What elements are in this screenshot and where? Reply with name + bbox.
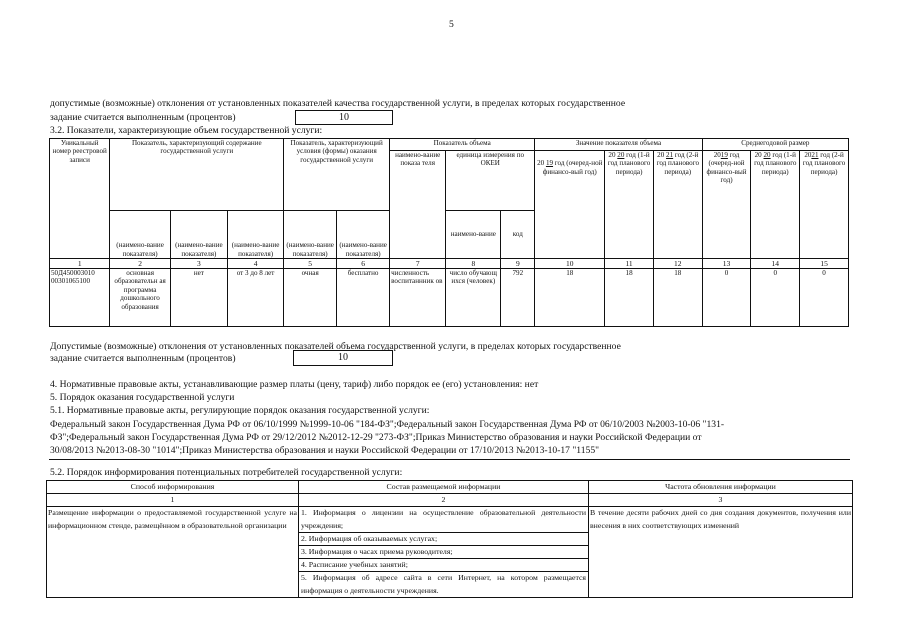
volume-deviation-text-1: Допустимые (возможные) отклонения от установленных показателей объема государственной услуги, в пределах которых государственное [50,341,621,352]
hdr-content-sub-2: (наимено-вание показателя) [170,211,227,259]
cell-value-year-1: 18 [535,269,605,327]
col-number: 1 [50,259,110,269]
hdr-conditions-sub-2: (наимено-вание показателя) [337,211,390,259]
hdr-content-sub-3: (наимено-вание показателя) [227,211,283,259]
col-number: 5 [284,259,337,269]
hdr-conditions-group: Показатель, характеризующий условия (формы) оказания государственной услуги [284,139,390,211]
col-number: 9 [501,259,535,269]
cell-payment: бесплатно [337,269,390,327]
col-number: 13 [702,259,751,269]
quality-deviation-value: 10 [295,110,393,125]
hdr-avg-2: 20 20 год (1-й год планового периода) [751,151,800,259]
hdr-avg-group: Среднегодовой размер [702,139,848,151]
col-number: 10 [535,259,605,269]
hdr-volume-name: наимено-вание показа теля [390,151,446,259]
cell-frequency: В течение десяти рабочих дней со дня создания документов, получения или внесения в них соответствующих изменений [589,507,853,597]
info-item: 5. Информация об адресе сайта в сети Интернет, на котором размещается информация о деятельности учреждения. [299,571,588,596]
hdr-frequency: Частота обновления информации [589,481,853,494]
hdr-unit-code: код [501,211,535,259]
hdr-unit-name: наимено-вание [446,211,501,259]
quality-deviation-text-2: задание считается выполненным (процентов) [50,112,236,123]
info-item: 1. Информация о лицензии на осуществление образовательной деятельности учреждения; [301,508,586,530]
hdr-year-2: 20 20 год (1-й год планового периода) [605,151,654,259]
section-4: 4. Нормативные правовые акты, устанавливающие размер платы (цену, тариф) либо порядок ее (его) установления: нет [50,379,539,390]
col-number: 7 [390,259,446,269]
hdr-value-group: Значение показателя объема [535,139,702,151]
page-number: 5 [449,19,454,30]
col-number: 3 [589,494,853,507]
cell-volume-name: численность воспитаннник ов [390,269,446,327]
cell-content-2: нет [170,269,227,327]
cell-form: очная [284,269,337,327]
cell-unit-code: 792 [501,269,535,327]
laws-line-1: Федеральный закон Государственная Дума РФ от 06/10/1999 №1999-10-06 "184-ФЗ";Федеральный закон Государственная Дума РФ от 06/10/2003 №2003-10-06 "131- [50,419,725,430]
col-number: 11 [605,259,654,269]
hdr-unit-group: единица измерения по ОКЕИ [446,151,535,211]
info-item: 4. Расписание учебных занятий; [299,558,588,571]
col-number: 4 [227,259,283,269]
laws-line-2: ФЗ";Федеральный закон Государственная Дума РФ от 29/12/2012 №2012-12-29 "273-ФЗ";Приказ Министерство образования и науки Российской Федерации от [50,432,702,443]
cell-value-year-3: 18 [653,269,702,327]
volume-deviation-text-2: задание считается выполненным (процентов) [50,353,236,364]
cell-age: от 3 до 8 лет [227,269,283,327]
cell-registry-number: 50Д450003010 00301065100 [50,269,110,327]
info-item: 2. Информация об оказываемых услугах; [299,532,588,545]
cell-unit-name: число обучающ ихся (человек) [446,269,501,327]
section-5-2: 5.2. Порядок информирования потенциальных потребителей государственной услуги: [50,467,403,478]
laws-line-3: 30/08/2013 №2013-08-30 "1014";Приказ Министерства образования и науки Российской Федерации от 17/10/2013 №2013-10-17 "1155" [50,445,600,456]
cell-method: Размещение информации о предоставляемой государственной услуге на информационном стенде, размещённом в образовательной организации [47,507,299,597]
hdr-year-1: 20 19 год (очеред-ной финансо-вый год) [535,151,605,259]
cell-avg-year-3: 0 [800,269,849,327]
section-5-1: 5.1. Нормативные правовые акты, регулирующие порядок оказания государственной услуги: [50,405,430,416]
hdr-content-group: Показатель, характеризующий содержание государственной услуги [110,139,284,211]
hdr-method: Способ информирования [47,481,299,494]
cell-avg-year-1: 0 [702,269,751,327]
col-number: 14 [751,259,800,269]
section-3-2-title: 3.2. Показатели, характеризующие объем государственной услуги: [50,125,323,136]
cell-items [299,507,589,597]
col-number: 12 [653,259,702,269]
volume-deviation-value: 10 [293,350,393,366]
col-number: 15 [800,259,849,269]
hdr-unique-number: Уникальный номер реестровой записи [50,139,110,259]
quality-deviation-text-1: допустимые (возможные) отклонения от установленных показателей качества государственной услуги, в пределах которых государственное [50,98,626,109]
info-table [46,480,853,598]
col-number: 3 [170,259,227,269]
cell-program: основная образовательн ая программа дошкольного образования [110,269,170,327]
col-number: 2 [299,494,589,507]
hdr-content-sub-1: (наимено-вание показателя) [110,211,170,259]
hdr-volume-group: Показатель объема [390,139,535,151]
volume-table [49,138,849,327]
hdr-year-3: 20 21 год (2-й год планового периода) [653,151,702,259]
hdr-avg-3: 2021 год (2-й год планового периода) [800,151,849,259]
info-item: 3. Информация о часах приема руководителя; [299,545,588,558]
col-number: 6 [337,259,390,269]
divider [49,459,850,460]
cell-avg-year-2: 0 [751,269,800,327]
col-number: 1 [47,494,299,507]
col-number: 2 [110,259,170,269]
cell-value-year-2: 18 [605,269,654,327]
section-5: 5. Порядок оказания государственной услуги [50,392,235,403]
hdr-conditions-sub-1: (наимено-вание показателя) [284,211,337,259]
hdr-content: Состав размещаемой информации [299,481,589,494]
hdr-avg-1: 2019 год (очеред-ной финансо-вый год) [702,151,751,259]
col-number: 8 [446,259,501,269]
